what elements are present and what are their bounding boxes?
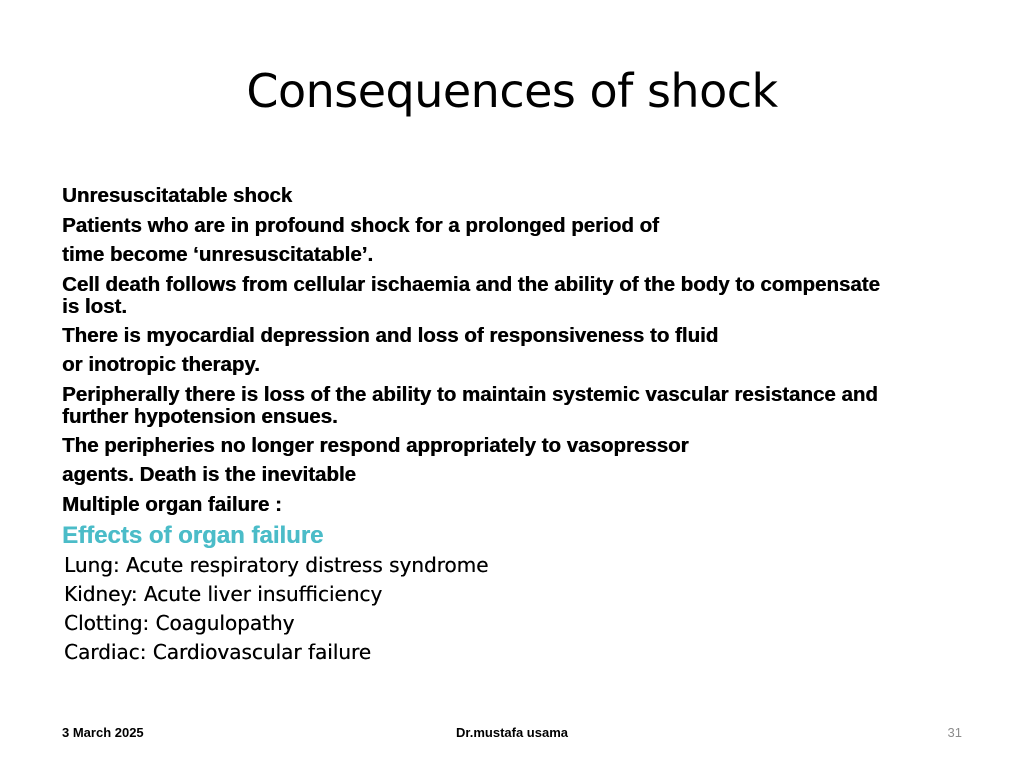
body-line: Unresuscitatable shock [62,184,293,207]
body-line: The peripheries no longer respond appropriately to vasopressor [62,433,689,457]
footer-author: Dr.mustafa usama [456,725,568,740]
footer-date: 3 March 2025 [62,725,144,740]
body-line: Peripherally there is loss of the ability to maintain systemic vascular resistance and further hypotension ensues. [62,382,878,428]
section-heading: Effects of organ failure [62,522,324,549]
effects-list [64,551,488,667]
list-item: Lung: Acute respiratory distress syndrome [64,553,489,577]
body-line: or inotropic therapy. [62,353,260,376]
body-line: time become ‘unresuscitatable’. [62,243,374,266]
slide-body [62,181,962,552]
list-item: Cardiac: Cardiovascular failure [64,640,372,664]
list-item: Kidney: Acute liver insufficiency [64,582,383,606]
body-line: Patients who are in profound shock for a prolonged period of [62,213,659,237]
list-item: Clotting: Coagulopathy [64,611,295,635]
page-number: 31 [947,725,962,740]
body-line: Multiple organ failure : [62,492,282,516]
body-line: agents. Death is the inevitable [62,463,356,486]
body-line: There is myocardial depression and loss of responsiveness to fluid [62,323,719,347]
body-line: Cell death follows from cellular ischaemia and the ability of the body to compensate is lost. [62,272,880,318]
slide-title: Consequences of shock [246,64,778,118]
